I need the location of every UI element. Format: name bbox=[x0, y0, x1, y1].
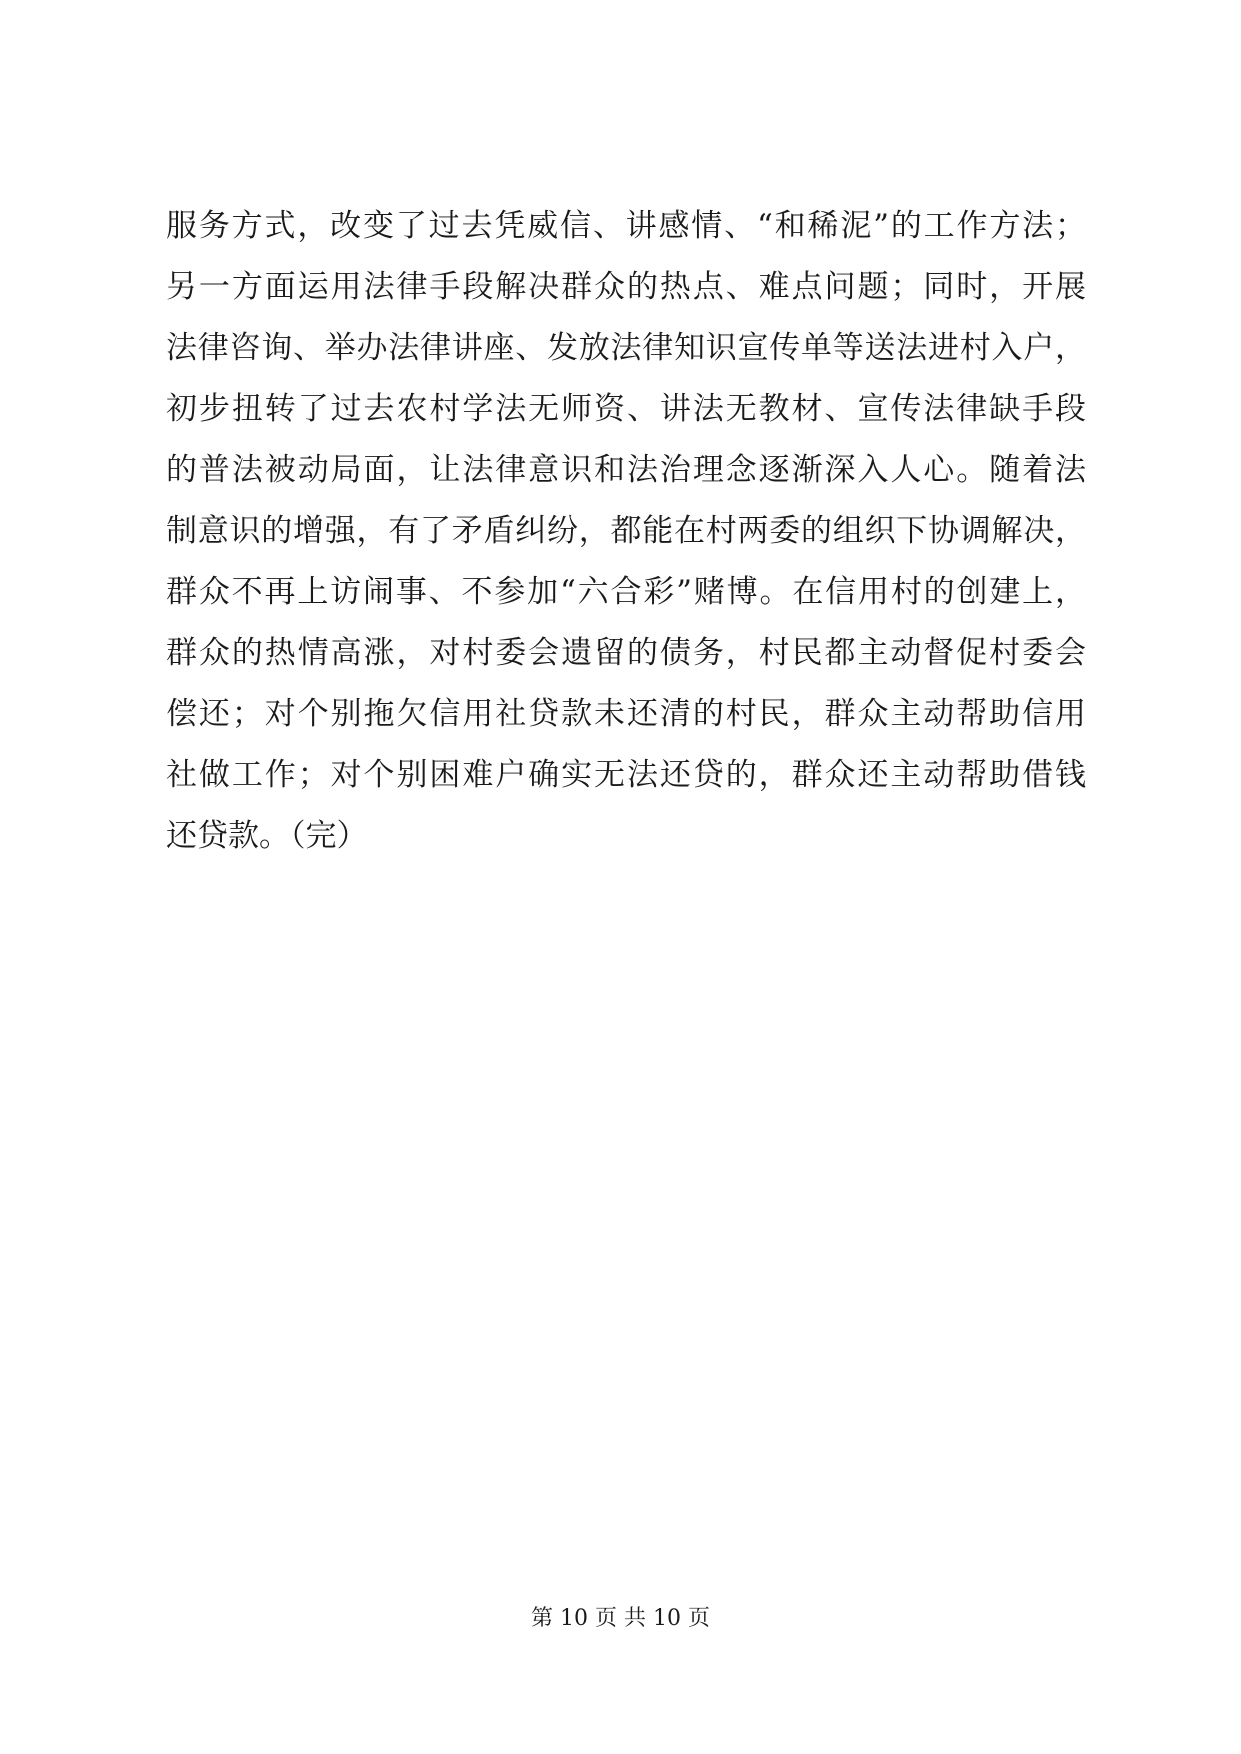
text-line: 服务方式，改变了过去凭威信、讲感情、“和稀泥”的工作方法； bbox=[166, 208, 1086, 244]
text-line: 社做工作；对个别困难户确实无法还贷的，群众还主动帮助借钱 bbox=[166, 757, 1086, 793]
text-line: 另一方面运用法律手段解决群众的热点、难点问题；同时，开展 bbox=[166, 269, 1086, 305]
text-line: 制意识的增强，有了矛盾纠纷，都能在村两委的组织下协调解决， bbox=[166, 513, 1086, 549]
text-line: 法律咨询、举办法律讲座、发放法律知识宣传单等送法进村入户， bbox=[166, 330, 1086, 366]
body-paragraph bbox=[166, 196, 1086, 867]
text-line: 的普法被动局面，让法律意识和法治理念逐渐深入人心。随着法 bbox=[166, 452, 1086, 488]
text-line: 初步扭转了过去农村学法无师资、讲法无教材、宣传法律缺手段 bbox=[166, 391, 1086, 427]
text-line: 群众的热情高涨，对村委会遗留的债务，村民都主动督促村委会 bbox=[166, 635, 1086, 671]
text-line-last: 还贷款。（完） bbox=[166, 818, 368, 854]
page-number-footer: 第 10 页 共 10 页 bbox=[531, 1606, 710, 1631]
text-line: 偿还；对个别拖欠信用社贷款未还清的村民，群众主动帮助信用 bbox=[166, 696, 1086, 732]
text-line: 群众不再上访闹事、不参加“六合彩”赌博。在信用村的创建上， bbox=[166, 574, 1086, 610]
